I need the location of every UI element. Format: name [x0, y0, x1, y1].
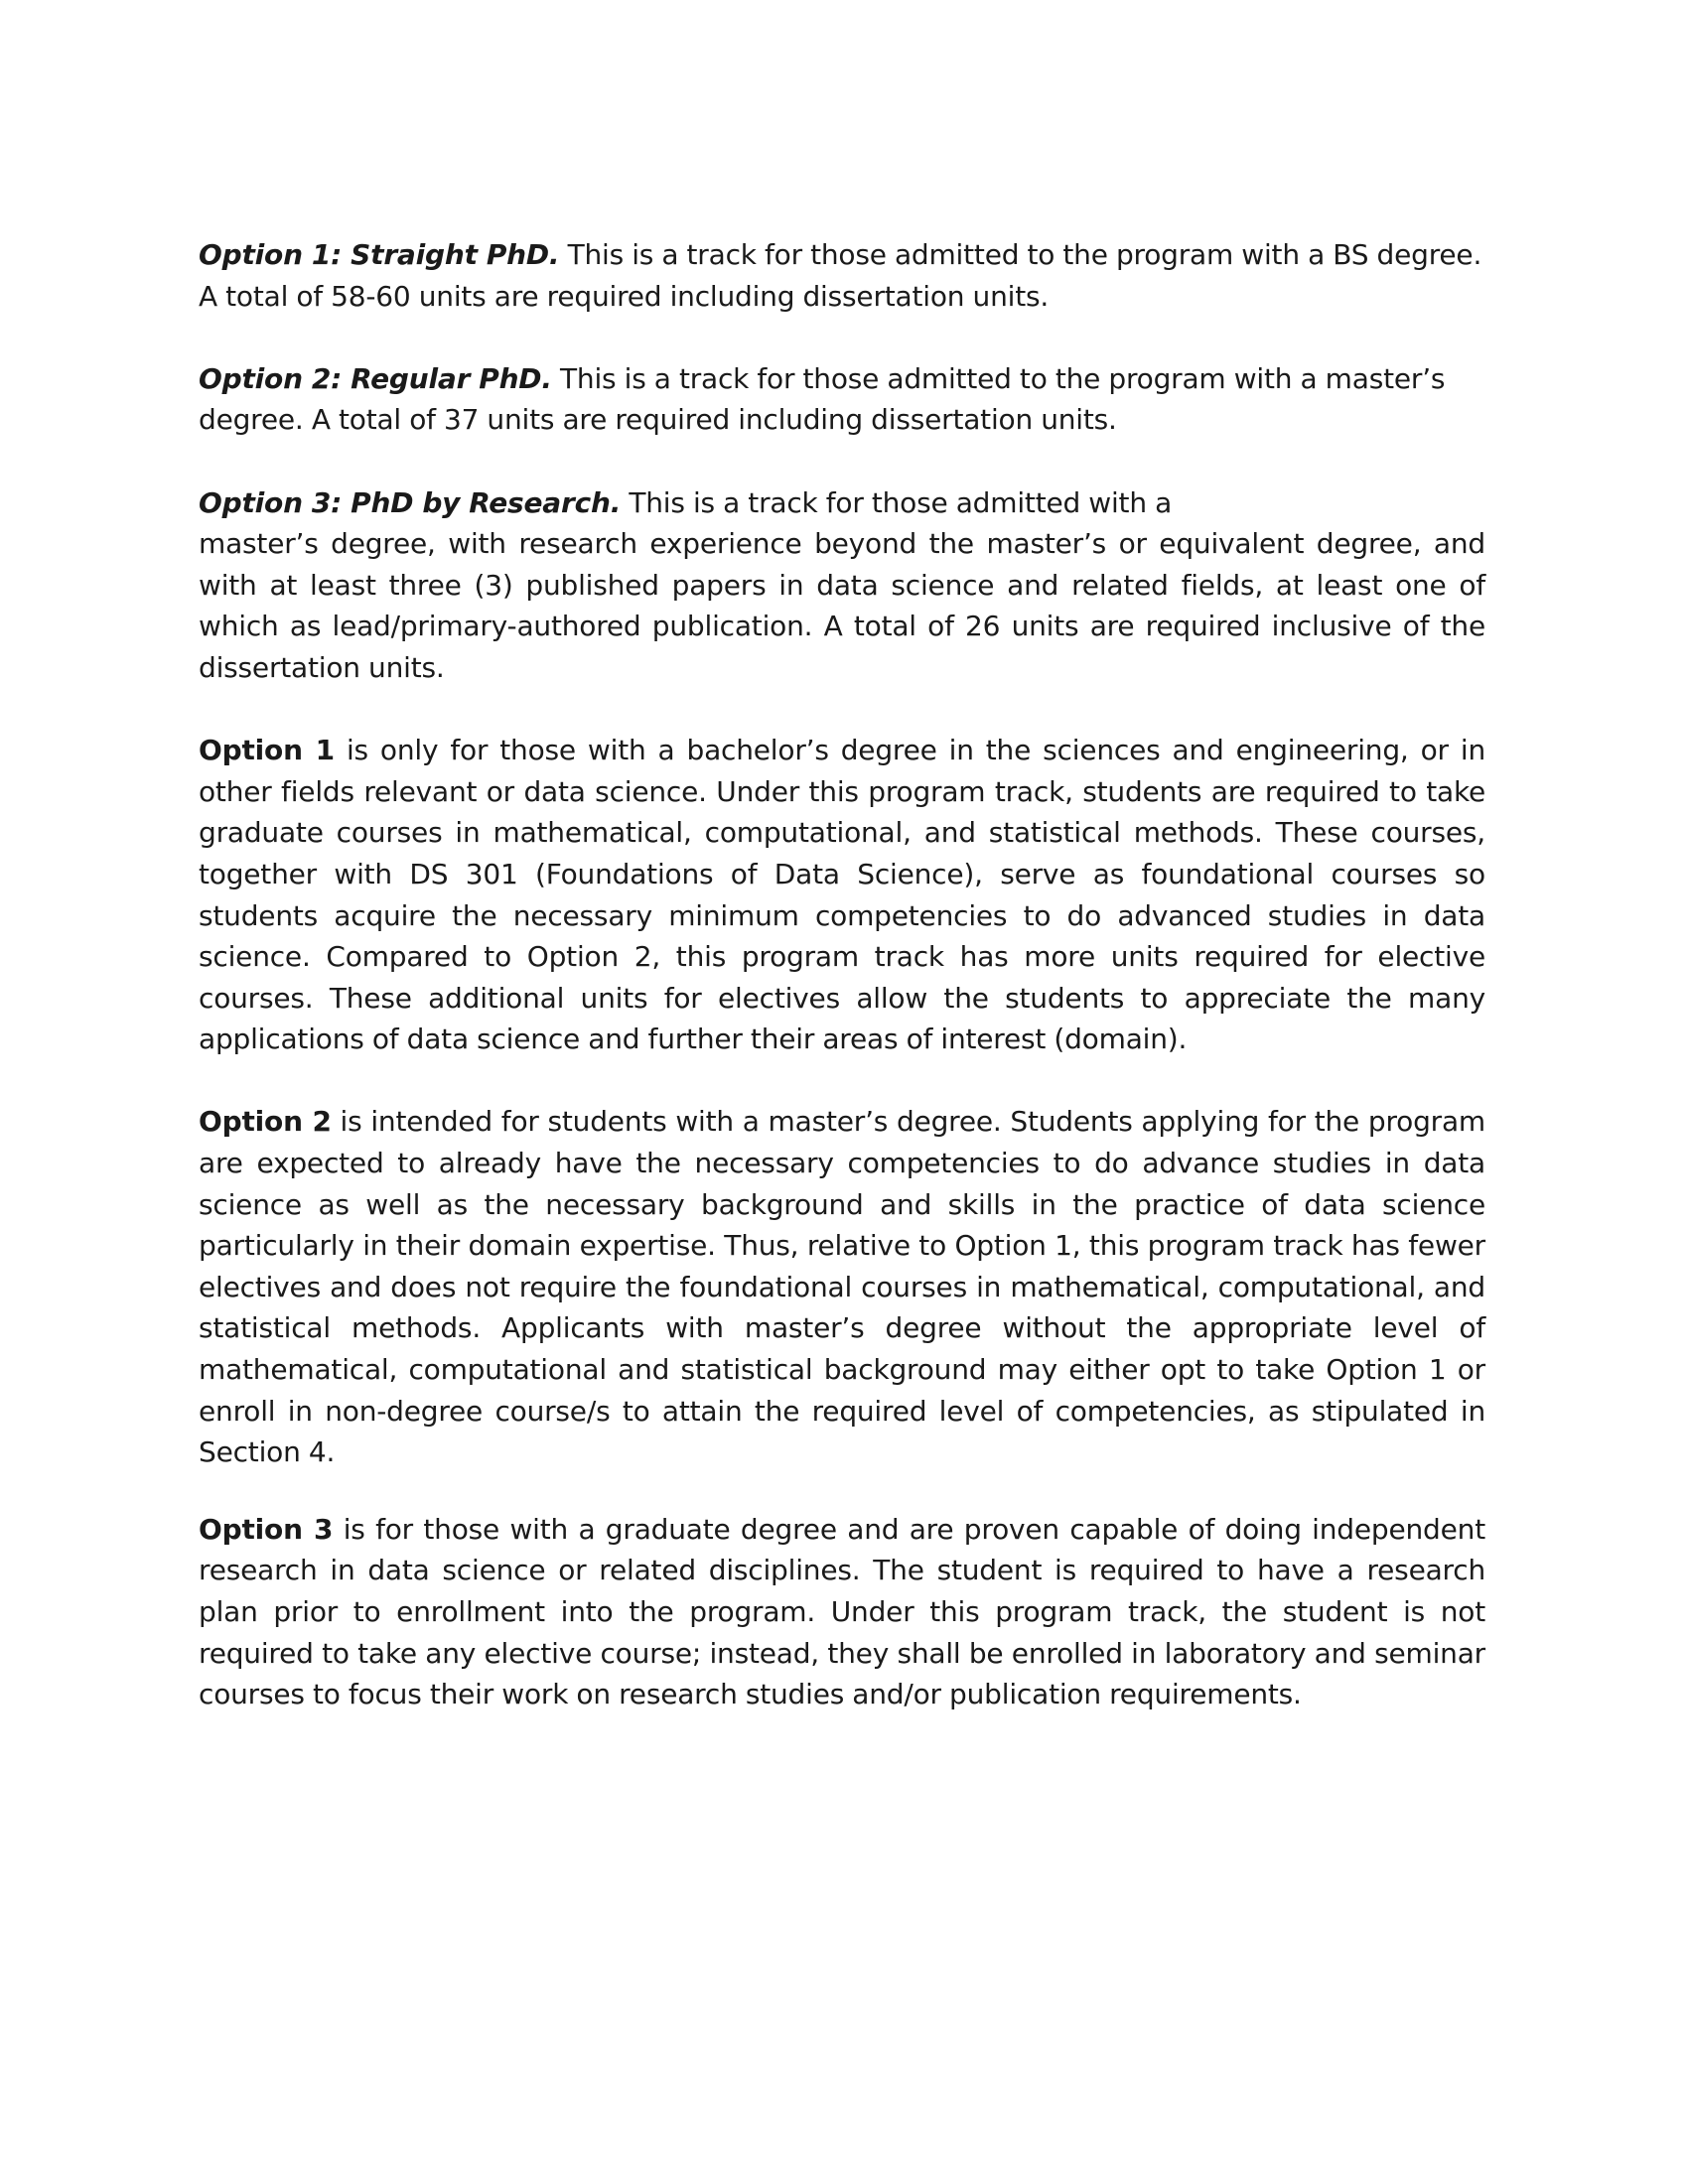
option-1-description-lead: Option 1: [199, 734, 335, 767]
document-body: [199, 234, 1485, 1715]
option-1-description-text: is only for those with a bachelor’s degree in the sciences and engineering, or in other fields relevant or data science. Under this program track, students are required to take graduate courses in mathematical, computational, and statistical methods. These courses, together with DS 301 (Foundations of Data Science), serve as foundational courses so students acquire the necessary minimum competencies to do advanced studies in data science. Compared to Option 2, this program track has more units required for elective courses. These additional units for electives allow the students to appreciate the many applications of data science and further their areas of interest (domain).: [199, 734, 1485, 1056]
option-3-description: [199, 1509, 1485, 1715]
option-2-text: This is a track for those admitted to the program with a master’s degree. A total of 37 units are required including dissertation units.: [199, 361, 1446, 437]
option-3-description-text: is for those with a graduate degree and are proven capable of doing independent research in data science or related disciplines. The student is required to have a research plan prior to enrollment into the program. Under this program track, the student is not required to take any elective course; instead, they shall be enrolled in laboratory and seminar courses to focus their work on research studies and/or publication requirements.: [199, 1512, 1485, 1711]
option-3-text-line1: This is a track for those admitted with a: [621, 485, 1173, 519]
option-2-description: [199, 1101, 1485, 1472]
option-3-description-lead: Option 3: [199, 1512, 334, 1546]
option-1-description: [199, 730, 1485, 1060]
option-3-heading: Option 3: PhD by Research.: [199, 485, 622, 519]
option-2-paragraph: [199, 358, 1485, 441]
option-1-heading: Option 1: Straight PhD.: [199, 238, 560, 271]
option-3-first-line: [199, 482, 1485, 524]
option-3-paragraph: [199, 482, 1485, 689]
option-1-paragraph: [199, 234, 1485, 317]
option-2-description-lead: Option 2: [199, 1105, 332, 1139]
option-2-description-text: is intended for students with a master’s degree. Students applying for the program are expected to already have the necessary competencies to do advance studies in data science as well as the necessary background and skills in the practice of data science particularly in their domain expertise. Thus, relative to Option 1, this program track has fewer electives and does not require the foundational courses in mathematical, computational, and statistical methods. Applicants with master’s degree without the appropriate level of mathematical, computational and statistical background may either opt to take Option 1 or enroll in non-degree course/s to attain the required level of competencies, as stipulated in Section 4.: [199, 1105, 1485, 1469]
option-2-heading: Option 2: Regular PhD.: [199, 361, 552, 395]
option-1-text: This is a track for those admitted to the program with a BS degree. A total of 58-60 units are required including dissertation units.: [199, 238, 1482, 313]
option-3-text-rest: master’s degree, with research experience beyond the master’s or equivalent degree, and with at least three (3) published papers in data science and related fields, at least one of which as lead/primary-authored publication. A total of 26 units are required inclusive of the dissertation units.: [199, 527, 1485, 684]
